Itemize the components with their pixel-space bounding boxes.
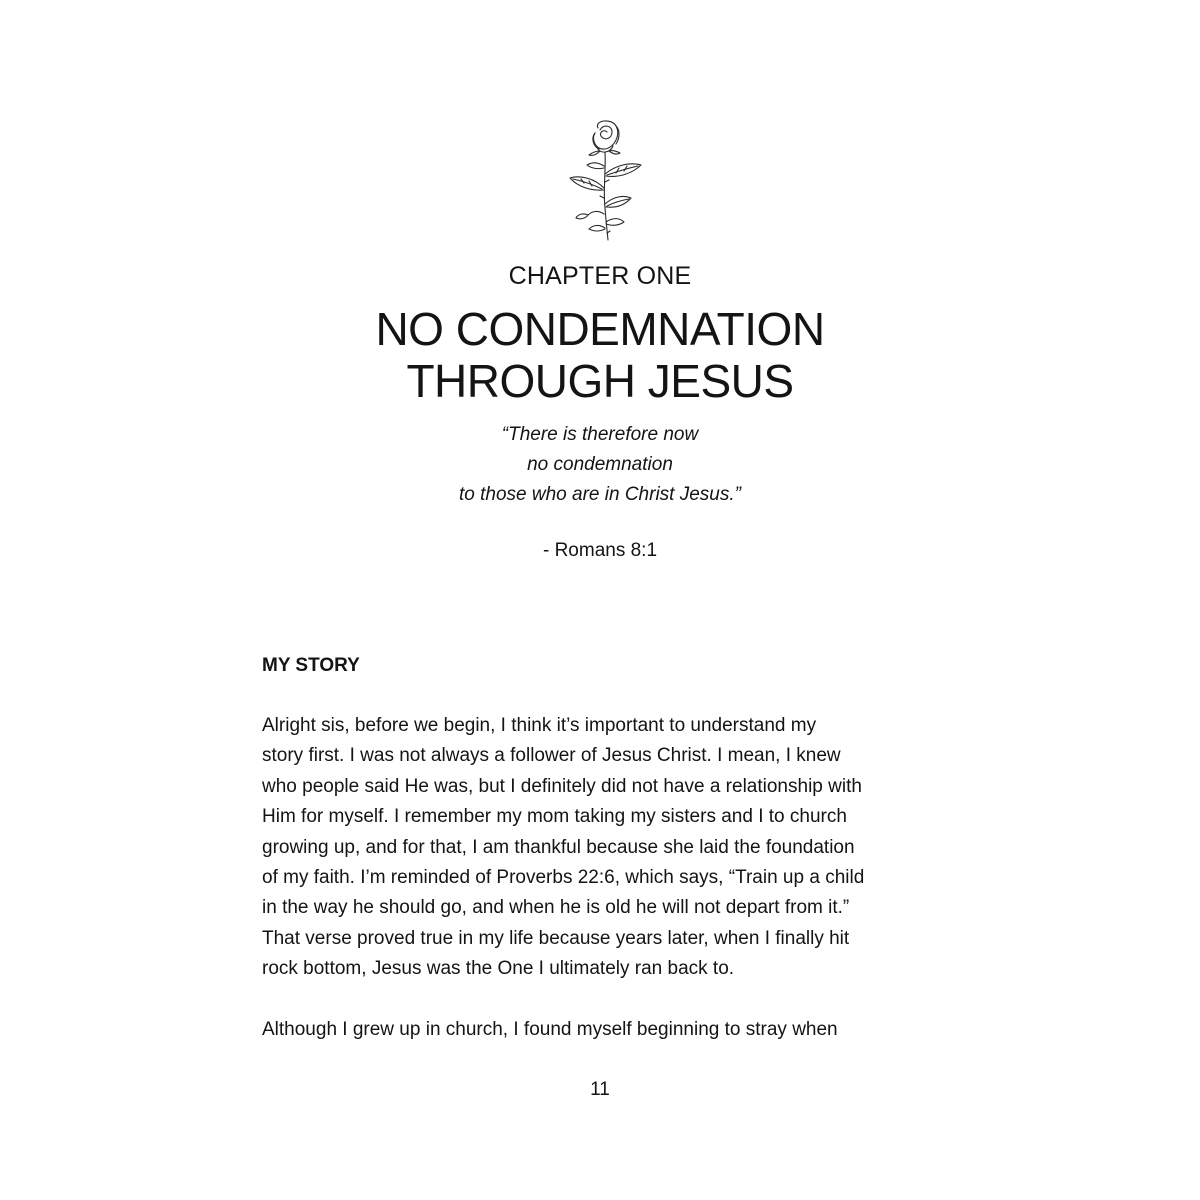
epigraph-line: to those who are in Christ Jesus.” xyxy=(459,484,741,505)
page-number: 11 xyxy=(590,1079,610,1100)
epigraph-citation: - Romans 8:1 xyxy=(542,540,658,561)
body-text xyxy=(262,711,952,1045)
paragraph-line: in the way he should go, and when he is old he will not depart from it.” xyxy=(262,897,850,919)
paragraph-line: rock bottom, Jesus was the One I ultimately ran back to. xyxy=(262,958,735,980)
paragraph-gap xyxy=(262,985,952,1015)
chapter-title-line: THROUGH JESUS xyxy=(406,355,794,407)
chapter-title xyxy=(0,303,1200,407)
chapter-title-line: NO CONDEMNATION xyxy=(375,303,825,355)
paragraph-line: Him for myself. I remember my mom taking my sisters and I to church xyxy=(262,806,847,828)
paragraph-line: Alright sis, before we begin, I think it’s important to understand my xyxy=(262,715,817,736)
paragraph-line: story first. I was not always a follower of Jesus Christ. I mean, I knew xyxy=(262,745,841,767)
epigraph-line: no condemnation xyxy=(527,454,673,475)
paragraph-line: Although I grew up in church, I found myself beginning to stray when xyxy=(262,1019,838,1041)
epigraph-line: “There is therefore now xyxy=(501,424,699,445)
paragraph-line: That verse proved true in my life because years later, when I finally hit xyxy=(262,927,850,949)
rose-illustration-icon xyxy=(564,118,646,242)
paragraph-line: growing up, and for that, I am thankful because she laid the foundation xyxy=(262,836,855,858)
paragraph-line: of my faith. I’m reminded of Proverbs 22:6, which says, “Train up a child xyxy=(262,867,865,889)
paragraph-line: who people said He was, but I definitely did not have a relationship with xyxy=(262,775,862,797)
section-heading: MY STORY xyxy=(262,655,360,676)
epigraph-quote xyxy=(0,420,1200,510)
chapter-label: CHAPTER ONE xyxy=(508,262,692,290)
